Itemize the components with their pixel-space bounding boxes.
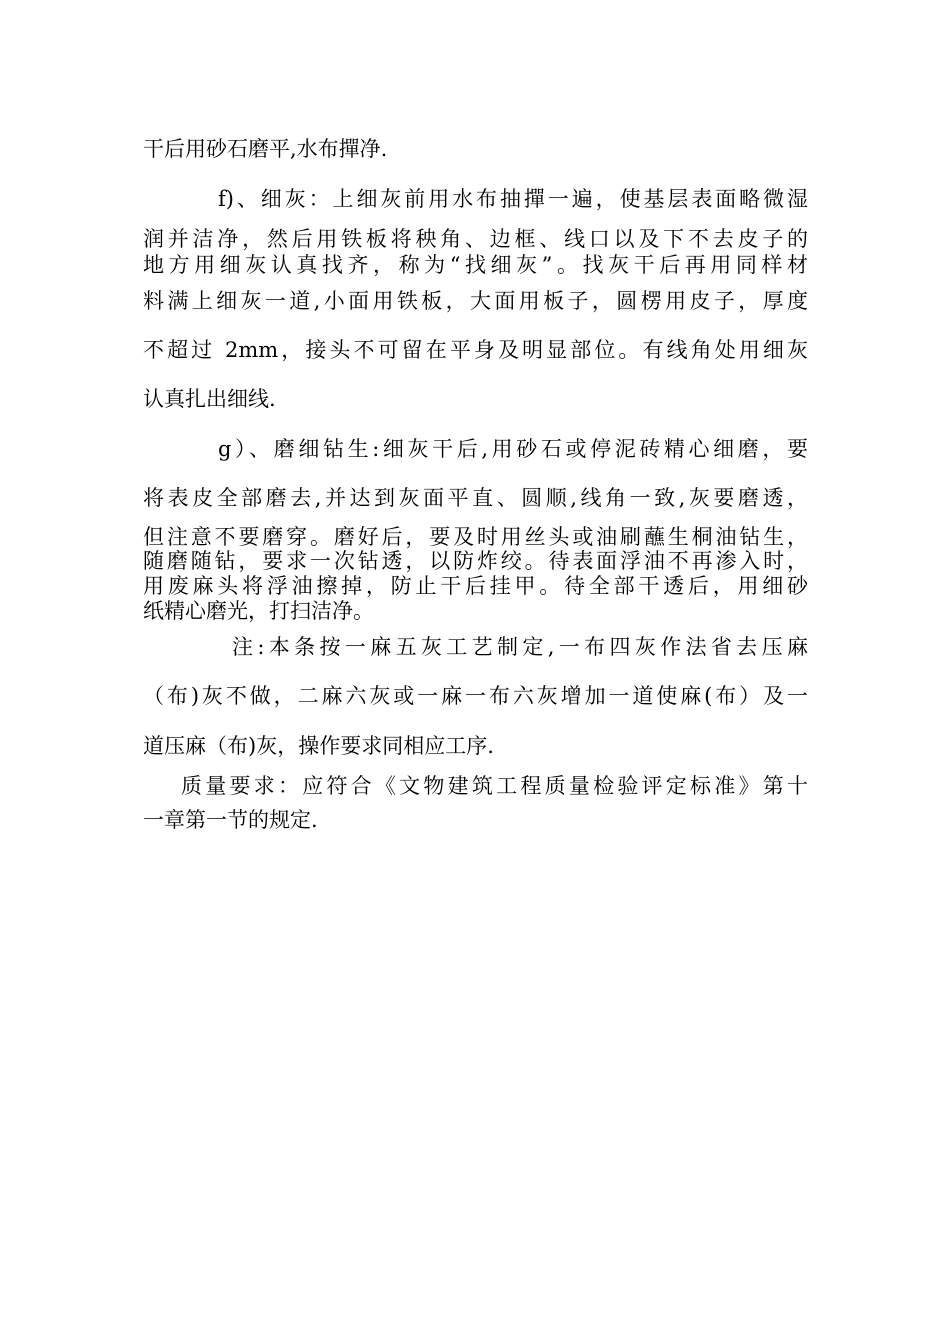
text-line: 润并洁净，然后用铁板将秧角、边框、线口以及下不去皮子的 — [143, 227, 808, 251]
text-line: 将表皮全部磨去,并达到灰面平直、圆顺,线角一致,灰要磨透， — [143, 486, 808, 510]
text-line: 注:本条按一麻五灰工艺制定,一布四灰作法省去压麻 — [232, 635, 808, 659]
text-line: 一章第一节的规定. — [143, 808, 318, 832]
text-line: f)、细灰：上细灰前用水布抽撣一遍，使基层表面略微湿 — [218, 187, 808, 211]
text-line: 料满上细灰一道,小面用铁板，大面用板子，圆楞用皮子，厚度 — [143, 289, 808, 313]
text-line: 但注意不要磨穿。磨好后，要及时用丝头或油刷蘸生桐油钻生， — [143, 525, 808, 549]
text-line: 干后用砂石磨平,水布撣净. — [143, 137, 388, 161]
text-line: 认真扎出细线. — [143, 387, 276, 411]
text-line: 用废麻头将浮油擦掉，防止干后挂甲。待全部干透后，用细砂 — [143, 574, 808, 598]
text-line: 纸精心磨光，打扫洁净。 — [143, 599, 374, 623]
text-line: 随磨随钻，要求一次钻透，以防炸绞。待表面浮油不再渗入时， — [143, 549, 808, 573]
text-line: 道压麻（布)灰，操作要求同相应工序. — [143, 734, 494, 758]
text-line: 质量要求：应符合《文物建筑工程质量检验评定标准》第十 — [181, 774, 808, 798]
text-line: （布)灰不做，二麻六灰或一麻一布六灰增加一道使麻(布）及一 — [143, 684, 808, 708]
text-line: 地方用细灰认真找齐，称为“找细灰”。找灰干后再用同样材 — [143, 253, 808, 277]
text-line: g）、磨细钻生:细灰干后,用砂石或停泥砖精心细磨，要 — [218, 437, 808, 461]
text-line: 不超过 2mm，接头不可留在平身及明显部位。有线角处用细灰 — [143, 338, 808, 362]
